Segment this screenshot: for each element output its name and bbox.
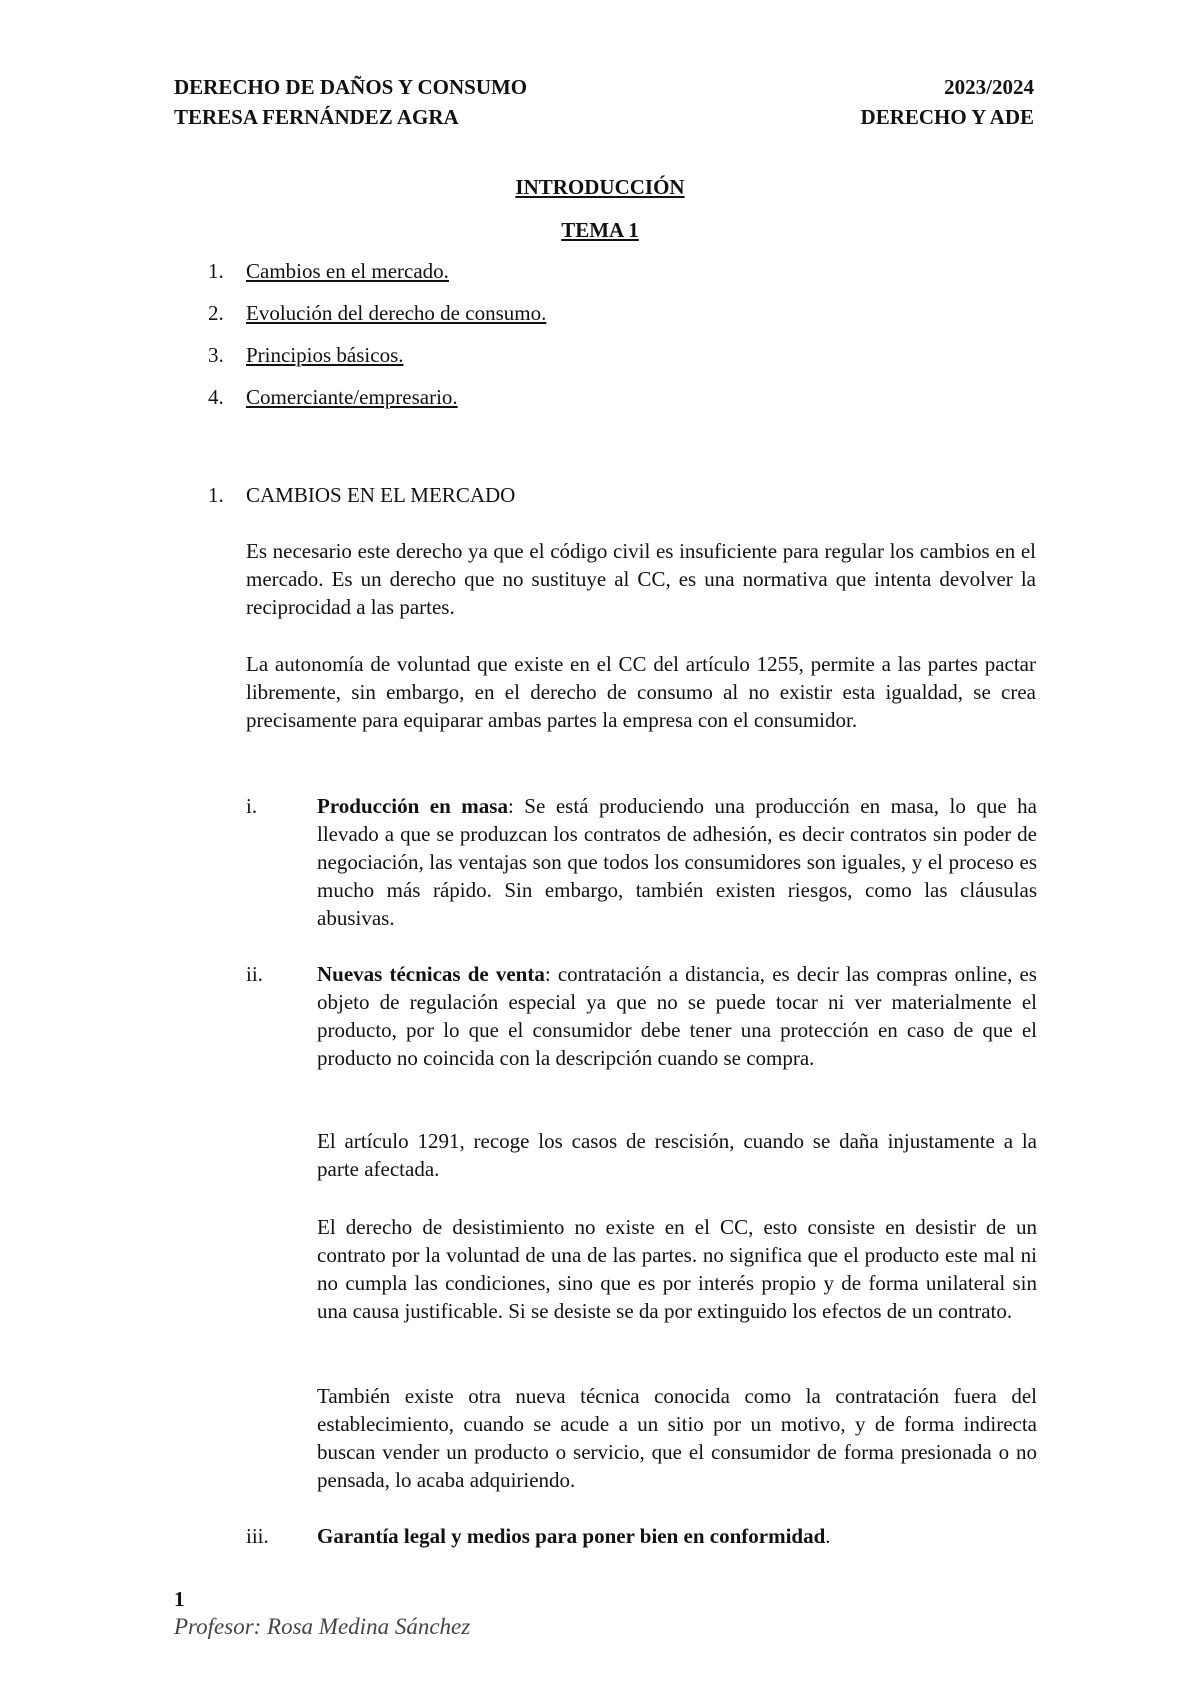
item-marker: ii. [246, 962, 263, 986]
toc-item[interactable]: 4. Comerciante/empresario. [208, 385, 458, 409]
section-heading: 1. CAMBIOS EN EL MERCADO [208, 483, 516, 507]
list-item-paragraph: Producción en masa: Se está produciendo una producción en masa, lo que ha llevado a que se produzcan los contratos de adhesión, es decir contratos sin poder de negociación, las ventajas son que todos los consumidores son iguales, y el proceso es mucho más rápido. Sin embargo, también existen riesgos, como las cláusulas abusivas. [317, 794, 1037, 930]
page-header [174, 72, 1034, 132]
paragraph: La autonomía de voluntad que existe en el CC del artículo 1255, permite a las partes pactar libremente, sin embargo, en el derecho de consumo al no existir esta igualdad, se crea precisamente para equiparar ambas partes la empresa con el consumidor. [246, 652, 1036, 732]
toc-item[interactable]: 2. Evolución del derecho de consumo. [208, 301, 547, 325]
header-author: TERESA FERNÁNDEZ AGRA [174, 105, 459, 129]
page-subtitle: TEMA 1 [561, 218, 639, 242]
page-title: INTRODUCCIÓN [515, 175, 685, 199]
footer-professor: Profesor: Rosa Medina Sánchez [174, 1614, 471, 1639]
paragraph: También existe otra nueva técnica conocida como la contratación fuera del establecimiento, cuando se acude a un sitio por un motivo, y de forma indirecta buscan vender un producto o servicio, que el consumidor de forma presionada o no pensada, lo acaba adquiriendo. [317, 1384, 1037, 1492]
item-marker: i. [246, 794, 258, 818]
table-of-contents [208, 257, 546, 425]
list-item-paragraph: Garantía legal y medios para poner bien en conformidad. [317, 1524, 831, 1548]
item-marker: iii. [246, 1524, 269, 1548]
header-course: DERECHO DE DAÑOS Y CONSUMO [174, 75, 528, 99]
header-degree: DERECHO Y ADE [860, 105, 1034, 129]
paragraph: El artículo 1291, recoge los casos de rescisión, cuando se daña injustamente a la parte afectada. [317, 1129, 1037, 1181]
paragraph: Es necesario este derecho ya que el código civil es insuficiente para regular los cambios en el mercado. Es un derecho que no sustituye al CC, es una normativa que intenta devolver la reciprocidad a las partes. [246, 539, 1036, 619]
header-year: 2023/2024 [944, 75, 1034, 99]
list-item-paragraph: Nuevas técnicas de venta: contratación a distancia, es decir las compras online, es objeto de regulación especial ya que no se puede tocar ni ver materialmente el producto, por lo que el consumidor debe tener una protección en caso de que el producto no coincida con la descripción cuando se compra. [317, 962, 1037, 1070]
toc-item[interactable]: 3. Principios básicos. [208, 343, 404, 367]
page-number: 1 [174, 1587, 185, 1611]
paragraph: El derecho de desistimiento no existe en el CC, esto consiste en desistir de un contrato por la voluntad de una de las partes. no significa que el producto este mal ni no cumpla las condiciones, sino que es por interés propio y de forma unilateral sin una causa justificable. Si se desiste se da por extinguido los efectos de un contrato. [317, 1215, 1037, 1323]
toc-item[interactable]: 1. Cambios en el mercado. [208, 259, 449, 283]
